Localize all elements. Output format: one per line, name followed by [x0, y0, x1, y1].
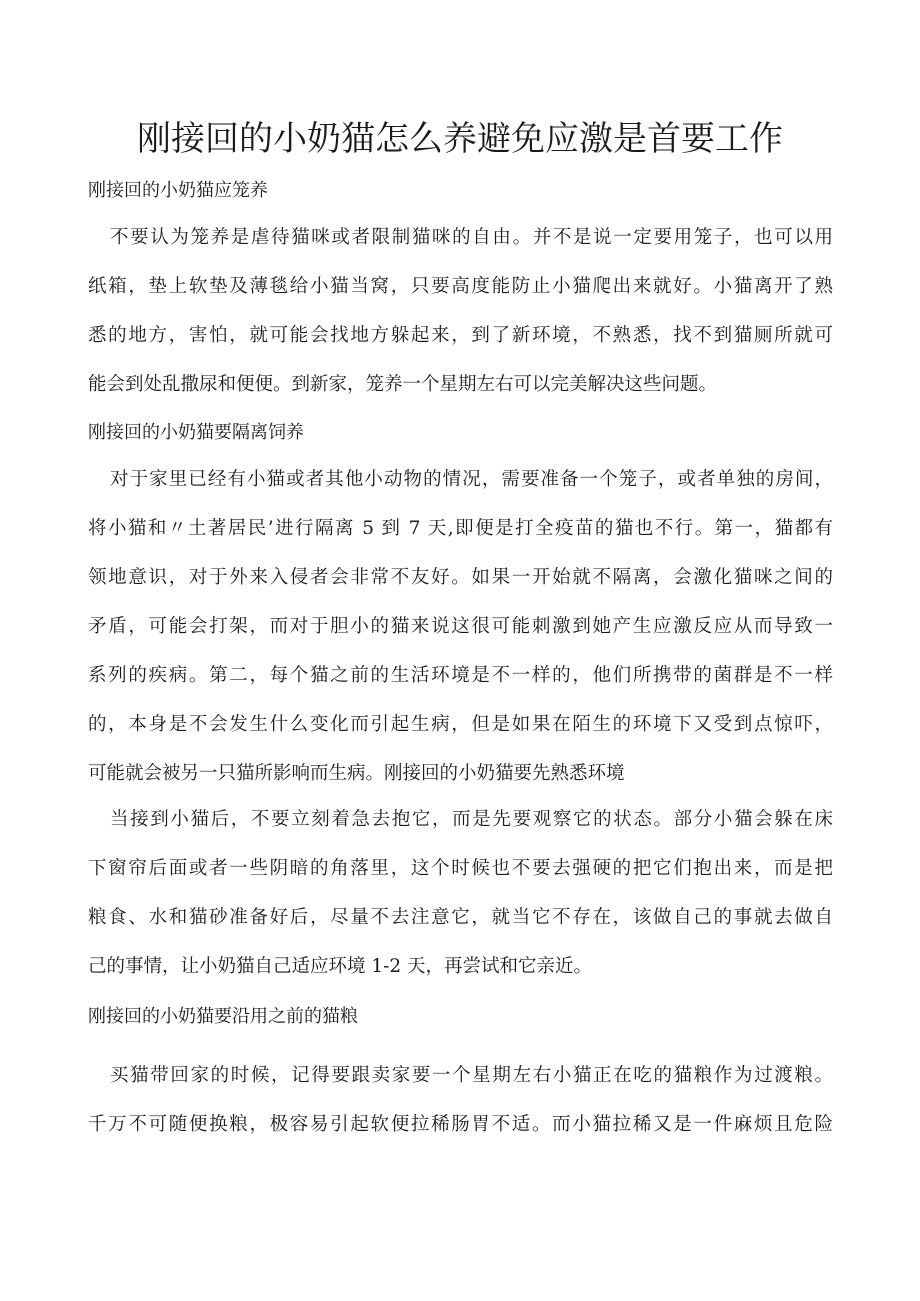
paragraph-line: 不要认为笼养是虐待猫咪或者限制猫咪的自由。并不是说一定要用笼子，也可以用	[110, 227, 833, 248]
paragraph-line: 千万不可随便换粮，极容易引起软便拉稀肠胃不适。而小猫拉稀又是一件麻烦且危险	[88, 1114, 833, 1135]
paragraph-line: 领地意识，对于外来入侵者会非常不友好。如果一开始就不隔离，会激化猫咪之间的	[88, 567, 833, 588]
paragraph-line: 粮食、水和猫砂准备好后，尽量不去注意它，就当它不存在，该做自己的事就去做自	[88, 907, 833, 928]
paragraph-food	[88, 1058, 833, 1156]
paragraph-line: 能会到处乱撒尿和便便。到新家，笼养一个星期左右可以完美解决这些问题。	[88, 374, 718, 395]
paragraph-line: 己的事情，让小奶猫自己适应环境 1-2 天，再尝试和它亲近。	[88, 956, 593, 977]
paragraph-line: 当接到小猫后，不要立刻着急去抱它，而是先要观察它的状态。部分小猫会躲在床	[110, 809, 833, 830]
document-title: 刚接回的小奶猫怎么养避免应激是首要工作	[137, 119, 783, 159]
section-heading-cage: 刚接回的小奶猫应笼养	[88, 180, 268, 201]
paragraph-line: 的，本身是不会发生什么变化而引起生病，但是如果在陌生的环境下又受到点惊吓，	[88, 714, 833, 735]
paragraph-line: 对于家里已经有小猫或者其他小动物的情况，需要准备一个笼子，或者单独的房间，	[110, 469, 833, 490]
section-heading-food: 刚接回的小奶猫要沿用之前的猫粮	[88, 1006, 358, 1027]
paragraph-line: 下窗帘后面或者一些阴暗的角落里，这个时候也不要去强硬的把它们抱出来，而是把	[88, 858, 833, 879]
paragraph-line: 将小猫和〃土著居民’进行隔离 5 到 7 天,即便是打全疫苗的猫也不行。第一，猫都有	[88, 518, 833, 539]
paragraph-environment	[88, 802, 833, 998]
paragraph-line: 纸箱，垫上软垫及薄毯给小猫当窝，只要高度能防止小猫爬出来就好。小猫离开了熟	[88, 276, 833, 297]
paragraph-isolation	[88, 462, 833, 805]
paragraph-line: 悉的地方，害怕，就可能会找地方躲起来，到了新环境，不熟悉，找不到猫厕所就可	[88, 325, 833, 346]
section-heading-isolation: 刚接回的小奶猫要隔离饲养	[88, 422, 304, 443]
paragraph-line: 矛盾，可能会打架，而对于胆小的猫来说这很可能刺激到她产生应激反应从而导致一	[88, 616, 833, 637]
paragraph-line: 系列的疾病。第二，每个猫之前的生活环境是不一样的，他们所携带的菌群是不一样	[88, 665, 833, 686]
paragraph-line: 可能就会被另一只猫所影响而生病。刚接回的小奶猫要先熟悉环境	[88, 763, 625, 784]
paragraph-cage	[88, 220, 833, 416]
paragraph-line: 买猫带回家的时候，记得要跟卖家要一个星期左右小猫正在吃的猫粮作为过渡粮。	[110, 1065, 833, 1086]
